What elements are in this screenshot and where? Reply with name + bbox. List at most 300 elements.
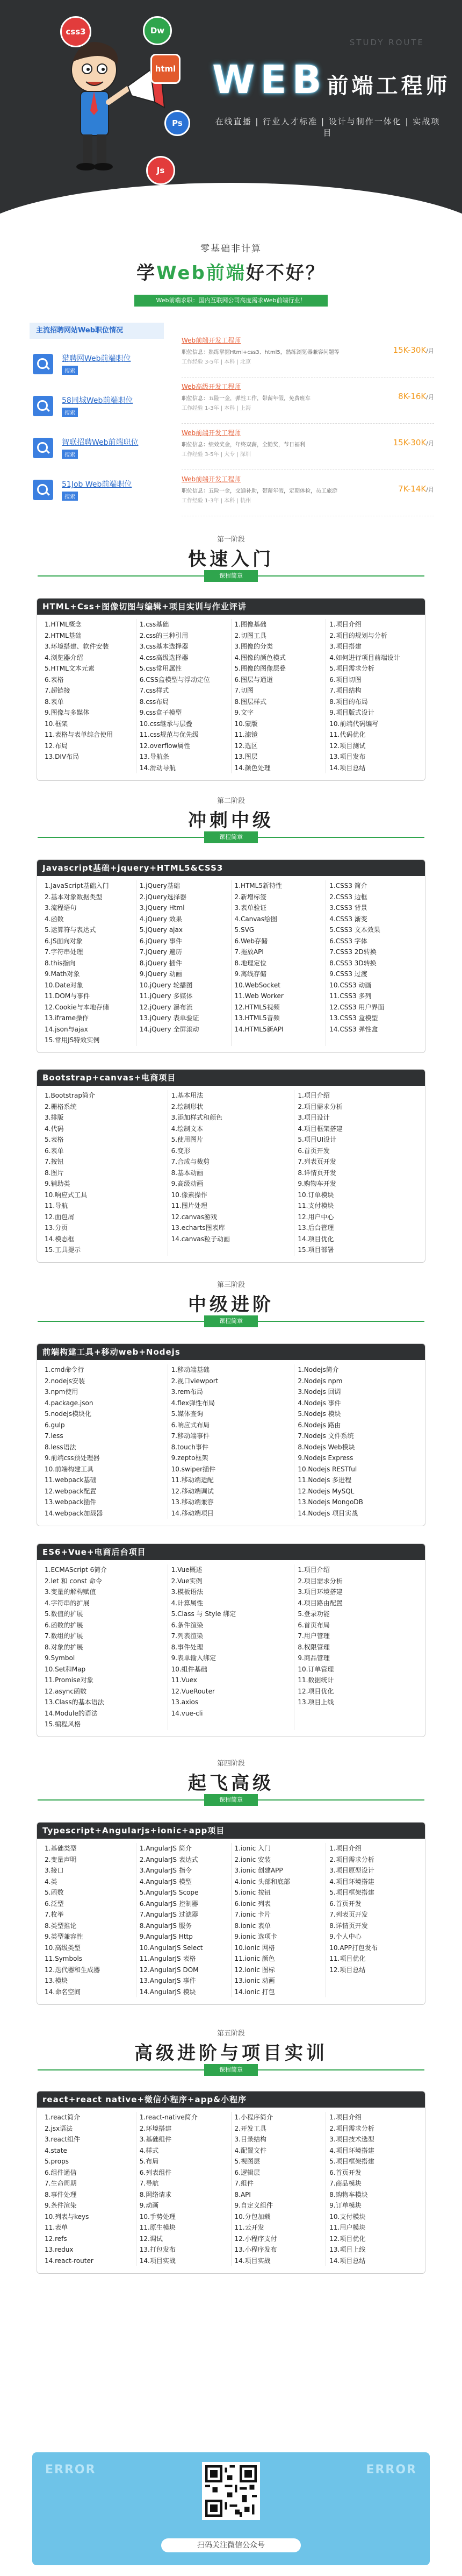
course-topic: 5.css常用属性: [139, 665, 182, 672]
course-topic: 4.浏览器介绍: [45, 653, 83, 661]
course-topic: 9.类型兼容性: [45, 1933, 83, 1940]
qr-code-icon[interactable]: [202, 2462, 260, 2520]
course-topic: 6.gulp: [45, 1421, 65, 1429]
course-topic: 8.项目的布局: [329, 698, 368, 706]
course-topic: 2.视口viewport: [171, 1377, 219, 1385]
course-topic: 9.辅助类: [45, 1180, 70, 1187]
course-column: [294, 1364, 421, 1519]
course-topic: 7.合成与裁剪: [171, 1158, 210, 1165]
stage-tag: 第三阶段: [216, 1281, 245, 1289]
course-topic: 8.网络请求: [139, 2190, 172, 2198]
stage-title: 快速入门: [188, 549, 274, 570]
course-card: [37, 598, 425, 781]
job-meta: 工作经验 1-3年 | 本科 | 杭州: [182, 498, 251, 504]
course-topic: 7.拖放API: [234, 948, 264, 956]
course-card: [37, 2091, 425, 2274]
course-topic: 11.ionic 颜色: [234, 1955, 275, 1962]
course-topic: 4.项目环境搭建: [329, 1877, 374, 1885]
course-topic: 10.订单模块: [298, 1191, 334, 1199]
hero-title-main: WEB: [212, 57, 327, 102]
stage-tag: 第四阶段: [216, 1760, 245, 1768]
job-site-link[interactable]: 51Job Web前端职位: [62, 480, 132, 489]
course-topic: 13.Nodejs MongoDB: [298, 1498, 363, 1506]
course-topic: 9.jQuery 动画: [139, 970, 182, 978]
course-topic: 8.表单: [45, 698, 64, 706]
course-topic: 6.逻辑层: [234, 2168, 260, 2176]
course-topic: 5.AngularJS Scope: [139, 1889, 199, 1896]
course-topic: 11.用户模块: [329, 2224, 366, 2231]
job-site-item[interactable]: [30, 432, 169, 465]
course-topic: 8.对象的扩展: [45, 1643, 83, 1651]
course-topic: 10.前端构建工具: [45, 1465, 94, 1473]
job-salary: [393, 438, 434, 447]
course-topic: 4.项目环境搭建: [329, 2146, 374, 2154]
course-topic: 1.项目介绍: [298, 1092, 330, 1099]
course-topic: 2.jsx语法: [45, 2124, 73, 2132]
javascript-icon: Js: [146, 156, 175, 185]
course-card: [37, 1543, 425, 1737]
course-topic: 12.ionic 图标: [234, 1966, 275, 1974]
job-site-tag[interactable]: 搜索: [62, 450, 78, 459]
course-topic: 14.模态框: [45, 1235, 75, 1243]
course-topic: 14.canvas粒子动画: [171, 1235, 230, 1243]
course-topic: 10.AngularJS Select: [139, 1944, 203, 1952]
course-topic: 7.ionic 卡片: [234, 1911, 271, 1918]
course-topic: 5.登录功能: [298, 1610, 330, 1618]
course-topic: 12.项目测试: [329, 742, 366, 750]
course-topic: 1.项目介绍: [329, 1845, 362, 1852]
course-topic: 3.目录结构: [234, 2136, 266, 2143]
course-topic: 2.基本对象数据类型: [45, 893, 103, 901]
course-topic: 8.Nodejs Web模块: [298, 1443, 355, 1451]
course-topic: 14.命名空间: [45, 1988, 81, 1996]
course-topic: 13.项目发布: [329, 753, 366, 760]
course-topic: 8.地理定位: [234, 959, 266, 967]
course-topic: 10.蒙版: [234, 720, 258, 728]
course-topic: 2.项目的规划与分析: [329, 631, 387, 639]
course-topic: 5.ionic 按钮: [234, 1889, 271, 1896]
job-title-link[interactable]: Web前端开发工程师: [182, 475, 241, 483]
intro-title-post: 好不好？: [246, 262, 326, 284]
course-topic: 12.用户中心: [298, 1213, 334, 1221]
course-card-title: ES6+Vue+电商后台项目: [37, 1544, 425, 1560]
course-topic: 9.文字: [234, 709, 254, 716]
course-topic: 14.Module的语法: [45, 1709, 98, 1717]
course-topic: 11.滤镜: [234, 731, 258, 738]
course-topic: 7.css样式: [139, 687, 169, 694]
course-topic: 5.函数: [45, 1889, 64, 1896]
job-meta: 工作经验 3-5年 | 大专 | 深圳: [182, 452, 251, 458]
course-topic: 6.ionic 列表: [234, 1899, 271, 1908]
hero-watermark: STUDY ROUTE: [349, 38, 424, 47]
job-site-item[interactable]: [30, 474, 169, 507]
course-topic: 6.响应式布局: [171, 1421, 210, 1429]
course-topic: 13.分页: [45, 1224, 68, 1232]
search-icon: [33, 480, 53, 500]
course-topic: 12.canvas游戏: [171, 1213, 218, 1221]
course-column: [41, 1564, 168, 1730]
course-column: [136, 619, 232, 773]
course-topic: 4.字符串的扩展: [45, 1599, 90, 1607]
course-topic: 4.css高级选择器: [139, 653, 189, 661]
course-topic: 11.支付模块: [298, 1202, 334, 1209]
course-topic: 2.let 和 const 命令: [45, 1577, 102, 1585]
course-column: [41, 1090, 168, 1256]
course-topic: 3.变量的解构赋值: [45, 1588, 96, 1596]
course-topic: 8.ionic 表单: [234, 1922, 271, 1930]
salary-value: 15K-30K: [393, 438, 427, 447]
course-topic: 14.json与ajax: [45, 1025, 88, 1033]
course-topic: 14.CSS3 弹性盒: [329, 1025, 378, 1033]
course-topic: 6.表单: [45, 1147, 64, 1155]
course-topic: 13.axios: [171, 1698, 199, 1706]
course-topic: 13.redux: [45, 2246, 74, 2253]
course-topic: 6.首页开发: [329, 2168, 362, 2176]
course-card-columns: [37, 2108, 425, 2269]
course-topic: 6.jQuery 事件: [139, 937, 182, 945]
course-column: [136, 2112, 232, 2266]
course-topic: 9.项目版式设计: [329, 709, 374, 716]
course-topic: 10.支付模块: [329, 2212, 366, 2221]
job-site-link[interactable]: 58同城Web前端职位: [62, 396, 133, 405]
course-topic: 9.订单模块: [329, 2202, 362, 2209]
course-topic: 9.前端css预处理器: [45, 1454, 100, 1462]
course-topic: 2.新增标签: [234, 893, 266, 901]
course-topic: 3.react组件: [45, 2136, 81, 2143]
job-site-item[interactable]: [30, 390, 169, 423]
job-site-item[interactable]: [30, 348, 169, 381]
course-topic: 7.AngularJS 过滤器: [139, 1911, 198, 1918]
course-topic: 14.vue-cli: [171, 1709, 203, 1717]
course-topic: 8.事件处理: [171, 1643, 204, 1651]
course-topic: 7.jQuery 遍历: [139, 948, 182, 956]
course-topic: 2.变量声明: [45, 1855, 77, 1863]
stage-title: 中级进阶: [188, 1294, 274, 1315]
intro-title: [0, 258, 462, 284]
course-topic: 14.react-router: [45, 2257, 93, 2265]
course-topic: 7.Nodejs 文件系统: [298, 1432, 354, 1440]
course-topic: 3.图像的分类: [234, 643, 273, 650]
course-topic: 5.jQuery ajax: [139, 926, 183, 934]
intro-title-accent: Web前端: [156, 262, 246, 284]
course-topic: 10.响应式工具: [45, 1191, 88, 1199]
hero-illustration: [21, 5, 215, 188]
course-topic: 5.项目UI设计: [298, 1136, 337, 1143]
stage-badge: 课程简章: [204, 2064, 258, 2076]
course-card-title: react+react native+微信小程序+app&小程序: [37, 2091, 425, 2108]
course-topic: 4.图像的颜色模式: [234, 653, 286, 661]
course-card-columns: [37, 1560, 425, 1733]
course-topic: 5.Class 与 Style 绑定: [171, 1610, 236, 1618]
course-topic: 10.列表与keys: [45, 2212, 89, 2221]
course-topic: 2.Nodejs npm: [298, 1377, 343, 1385]
course-topic: 13.DIV布局: [45, 753, 80, 760]
course-topic: 6.Nodejs 路由: [298, 1421, 341, 1429]
course-topic: 11.移动端适配: [171, 1476, 214, 1484]
course-topic: 3.ionic 创建APP: [234, 1867, 283, 1874]
course-topic: 3.项目技术选型: [329, 2136, 374, 2143]
course-topic: 6.CSS3 字体: [329, 937, 367, 945]
job-listing[interactable]: [182, 426, 434, 470]
course-topic: 2.jQuery选择器: [139, 893, 187, 901]
course-topic: 5.Nodejs 模块: [298, 1410, 341, 1418]
course-topic: 10.WebSocket: [234, 981, 280, 989]
course-topic: 11.原生模块: [139, 2224, 176, 2231]
course-topic: 14.项目优化: [298, 1235, 334, 1243]
search-icon: [33, 354, 53, 374]
course-topic: 1.移动端基础: [171, 1366, 210, 1374]
dreamweaver-icon: Dw: [143, 16, 172, 45]
salary-value: 15K-30K: [393, 345, 427, 355]
stage-title: 冲刺中级: [188, 810, 274, 831]
course-topic: 12.面包屑: [45, 1213, 75, 1221]
course-column: [326, 2112, 421, 2266]
job-description: 职位信息：五险一金，交通补助，带薪年假，定期体检，员工旅游: [182, 488, 337, 494]
course-topic: 1.Vue概述: [171, 1566, 203, 1574]
course-topic: 12.VueRouter: [171, 1687, 215, 1695]
course-topic: 4.项目框架搭建: [298, 1125, 343, 1133]
course-topic: 11.Nodejs 多进程: [298, 1476, 352, 1484]
course-topic: 12.选区: [234, 742, 258, 750]
course-topic: 12.Cookie与本地存储: [45, 1003, 109, 1011]
job-title-link[interactable]: Web前端开发工程师: [182, 337, 241, 344]
course-topic: 4.Nodejs 事件: [298, 1399, 341, 1407]
course-topic: 11.表单: [45, 2224, 68, 2231]
stage-title: 起飞高级: [188, 1773, 274, 1794]
course-topic: 4.AngularJS 模型: [139, 1877, 192, 1885]
course-column: [232, 1843, 327, 1997]
course-topic: 13.AngularJS 事件: [139, 1977, 196, 1984]
intro-small-title: 零基础非计算: [200, 244, 262, 254]
job-description: 职位信息：五险一金，弹性工作，带薪年假，免费班车: [182, 396, 311, 402]
stage-title: 高级进阶与项目实训: [134, 2043, 328, 2064]
course-topic: 13.webpack插件: [45, 1498, 97, 1506]
course-topic: 13.后台管理: [298, 1224, 334, 1232]
course-topic: 9.Math对象: [45, 970, 80, 978]
course-topic: 9.zepto框架: [171, 1454, 208, 1462]
course-topic: 6.Web存储: [234, 937, 268, 945]
salary-value: 8K-16K: [398, 392, 427, 401]
job-site-tag[interactable]: 搜索: [62, 366, 78, 375]
course-topic: 10.APP打包发布: [329, 1944, 378, 1952]
course-topic: 9.图像与多媒体: [45, 709, 90, 716]
course-topic: 6.项目切图: [329, 675, 362, 684]
course-topic: 8.jQuery 插件: [139, 959, 182, 967]
course-topic: 13.项目上线: [298, 1698, 334, 1706]
course-topic: 8.less语法: [45, 1443, 76, 1451]
course-card-title: HTML+Css+图像切图与编辑+项目实训与作业评讲: [37, 599, 425, 615]
course-topic: 12.Nodejs MySQL: [298, 1487, 355, 1495]
course-column: [168, 1364, 295, 1519]
course-topic: 3.CSS3 背景: [329, 904, 367, 912]
course-topic: 11.CSS3 多列: [329, 992, 372, 1000]
job-site-link[interactable]: 智联招聘Web前端职位: [62, 438, 139, 447]
course-topic: 10.CSS3 动画: [329, 981, 372, 989]
course-topic: 5.媒体查询: [171, 1410, 204, 1418]
course-topic: 3.基础组件: [139, 2136, 172, 2143]
course-topic: 3.表单验证: [234, 904, 266, 912]
course-column: [326, 1843, 421, 1997]
hero-curve-divider: [0, 183, 462, 226]
job-listing[interactable]: [182, 380, 434, 424]
course-topic: 14.滑动导航: [139, 764, 176, 772]
course-topic: 1.cmd命令行: [45, 1366, 84, 1374]
job-salary: [398, 484, 434, 494]
course-topic: 14.HTML5新API: [234, 1025, 284, 1033]
course-topic: 5.HTML文本元素: [45, 665, 95, 672]
course-column: [41, 1364, 168, 1519]
course-topic: 9.CSS3 过渡: [329, 970, 367, 978]
course-column: [326, 880, 421, 1046]
course-topic: 9.Nodejs Express: [298, 1454, 353, 1462]
course-topic: 10.Nodejs RESTful: [298, 1465, 357, 1473]
course-topic: 3.流程语句: [45, 904, 77, 912]
course-topic: 2.栅格系统: [45, 1102, 77, 1111]
course-topic: 7.项目结构: [329, 687, 362, 694]
course-topic: 6.变形: [171, 1147, 191, 1155]
course-topic: 14.移动端项目: [171, 1509, 214, 1517]
course-topic: 13.echarts图表库: [171, 1224, 225, 1232]
course-card-title: Javascript基础+jquery+HTML5&CSS3: [37, 860, 425, 876]
stage-badge: 课程简章: [204, 831, 258, 843]
course-topic: 5.视图层: [234, 2158, 260, 2165]
course-topic: 9.动画: [139, 2202, 159, 2209]
course-topic: 10.组件基础: [171, 1665, 207, 1673]
course-topic: 1.react简介: [45, 2114, 81, 2121]
course-topic: 1.小程序简介: [234, 2114, 273, 2121]
course-topic: 9.ionic 选项卡: [234, 1933, 277, 1940]
course-topic: 9.商品管理: [298, 1654, 330, 1662]
course-topic: 7.枚举: [45, 1911, 64, 1918]
job-site-link[interactable]: 猎聘网Web前端职位: [62, 354, 131, 363]
course-topic: 4.jQuery 效果: [139, 915, 182, 923]
course-topic: 4.flex弹性布局: [171, 1399, 215, 1407]
course-topic: 7.生命周期: [45, 2180, 77, 2187]
course-topic: 8.图片: [45, 1169, 64, 1177]
course-topic: 6.条件渲染: [171, 1621, 204, 1629]
course-card-columns: [37, 615, 425, 777]
course-topic: 13.打包发布: [139, 2246, 176, 2253]
course-topic: 3.npm使用: [45, 1388, 78, 1396]
course-topic: 10.前端代码编写: [329, 720, 379, 728]
course-topic: 13.Class的基本语法: [45, 1698, 104, 1706]
course-topic: 1.ionic 入门: [234, 1845, 271, 1852]
course-topic: 3.项目搭建: [329, 643, 362, 650]
course-topic: 14.jQuery 全屏滚动: [139, 1025, 199, 1033]
course-topic: 10.高级类型: [45, 1944, 81, 1952]
course-topic: 6.表格: [45, 675, 64, 684]
course-topic: 7.切图: [234, 687, 254, 694]
course-topic: 9.购物车开发: [298, 1180, 336, 1187]
course-topic: 6.泛型: [45, 1899, 64, 1908]
course-topic: 8.基本动画: [171, 1169, 204, 1177]
course-topic: 7.字符串处理: [45, 948, 83, 956]
job-title-link[interactable]: Web高级开发工程师: [182, 383, 241, 390]
course-topic: 7.按钮: [45, 1158, 64, 1165]
course-topic: 8.图层样式: [234, 698, 266, 706]
course-topic: 2.项目需求分析: [298, 1102, 343, 1111]
course-topic: 14.ionic 打包: [234, 1988, 275, 1996]
course-column: [136, 1843, 232, 1997]
course-card-title: 前端构建工具+移动web+Nodejs: [37, 1344, 425, 1360]
course-topic: 2.绘制形状: [171, 1102, 204, 1111]
course-card: [37, 859, 425, 1053]
course-topic: 4.Canvas绘图: [234, 915, 277, 923]
course-topic: 4.CSS3 渐变: [329, 915, 367, 923]
course-column: [41, 619, 136, 773]
course-topic: 5.项目需求分析: [329, 665, 374, 672]
course-topic: 7.用户管理: [298, 1632, 330, 1640]
course-topic: 13.小程序发布: [234, 2246, 277, 2253]
course-column: [41, 2112, 136, 2266]
salary-unit: /月: [426, 486, 434, 493]
course-topic: 1.jQuery基础: [139, 882, 181, 889]
course-topic: 2.环境搭建: [139, 2124, 172, 2132]
course-topic: 8.详情页开发: [329, 1922, 368, 1930]
course-topic: 11.Vuex: [171, 1676, 198, 1684]
hero-title-sub: 前端工程师: [327, 74, 451, 98]
course-topic: 11.Symbols: [45, 1955, 83, 1962]
course-topic: 10.框架: [45, 720, 68, 728]
course-topic: 3.css基本选择器: [139, 643, 189, 650]
course-column: [232, 880, 327, 1046]
course-topic: 12.项目总结: [329, 1966, 366, 1974]
course-topic: 1.图像基础: [234, 621, 266, 628]
course-topic: 13.图层: [234, 753, 258, 760]
course-topic: 3.添加样式和颜色: [171, 1114, 223, 1121]
course-topic: 6.首页开发: [298, 1147, 330, 1155]
course-topic: 7.移动端事件: [171, 1432, 210, 1440]
course-topic: 6.首页开发: [329, 1899, 362, 1908]
salary-unit: /月: [426, 347, 434, 354]
course-topic: 11.图片处理: [171, 1202, 207, 1209]
course-topic: 15.工具提示: [45, 1246, 81, 1254]
course-topic: 6.CSS盒模型与浮动定位: [139, 675, 210, 684]
course-topic: 9.css盒子模型: [139, 709, 182, 716]
course-topic: 12.refs: [45, 2235, 67, 2243]
course-topic: 3.AngularJS 指令: [139, 1867, 192, 1874]
course-topic: 14.webpack加载器: [45, 1509, 103, 1517]
course-topic: 3.项目设计: [298, 1114, 330, 1121]
job-site-tag[interactable]: 搜索: [62, 408, 78, 417]
job-listing[interactable]: [182, 472, 434, 516]
course-topic: 11.表格与表单综合使用: [45, 731, 113, 738]
course-topic: 11.css规范与优先级: [139, 731, 199, 738]
job-meta: 工作经验 1-3年 | 本科 | 上海: [182, 405, 251, 411]
course-topic: 4.ionic 头部和底部: [234, 1877, 290, 1885]
job-salary: [398, 392, 434, 401]
job-listing[interactable]: [182, 333, 434, 378]
course-topic: 10.手势处理: [139, 2212, 176, 2221]
stage-tag: 第二阶段: [216, 797, 245, 805]
course-topic: 13.HTML5音频: [234, 1014, 280, 1022]
job-description: 职位信息：绩效奖金，年终双薪，全勤奖，节日福利: [182, 442, 305, 448]
course-topic: 4.计算属性: [171, 1599, 204, 1607]
course-topic: 11.webpack基础: [45, 1476, 97, 1484]
footer-decor-text: ERROR: [366, 2463, 417, 2477]
course-card-title: Bootstrap+canvas+电商项目: [37, 1070, 425, 1086]
course-topic: 9.个人中心: [329, 1933, 362, 1940]
course-topic: 8.详情页开发: [298, 1169, 336, 1177]
course-column: [136, 880, 232, 1046]
course-topic: 3.接口: [45, 1867, 64, 1874]
course-topic: 14.项目总结: [329, 764, 366, 772]
course-topic: 10.像素操作: [171, 1191, 207, 1199]
job-site-tag[interactable]: 搜索: [62, 492, 78, 501]
job-title-link[interactable]: Web前端开发工程师: [182, 429, 241, 437]
course-topic: 2.切图工具: [234, 631, 266, 639]
course-topic: 11.项目优化: [329, 1955, 366, 1962]
